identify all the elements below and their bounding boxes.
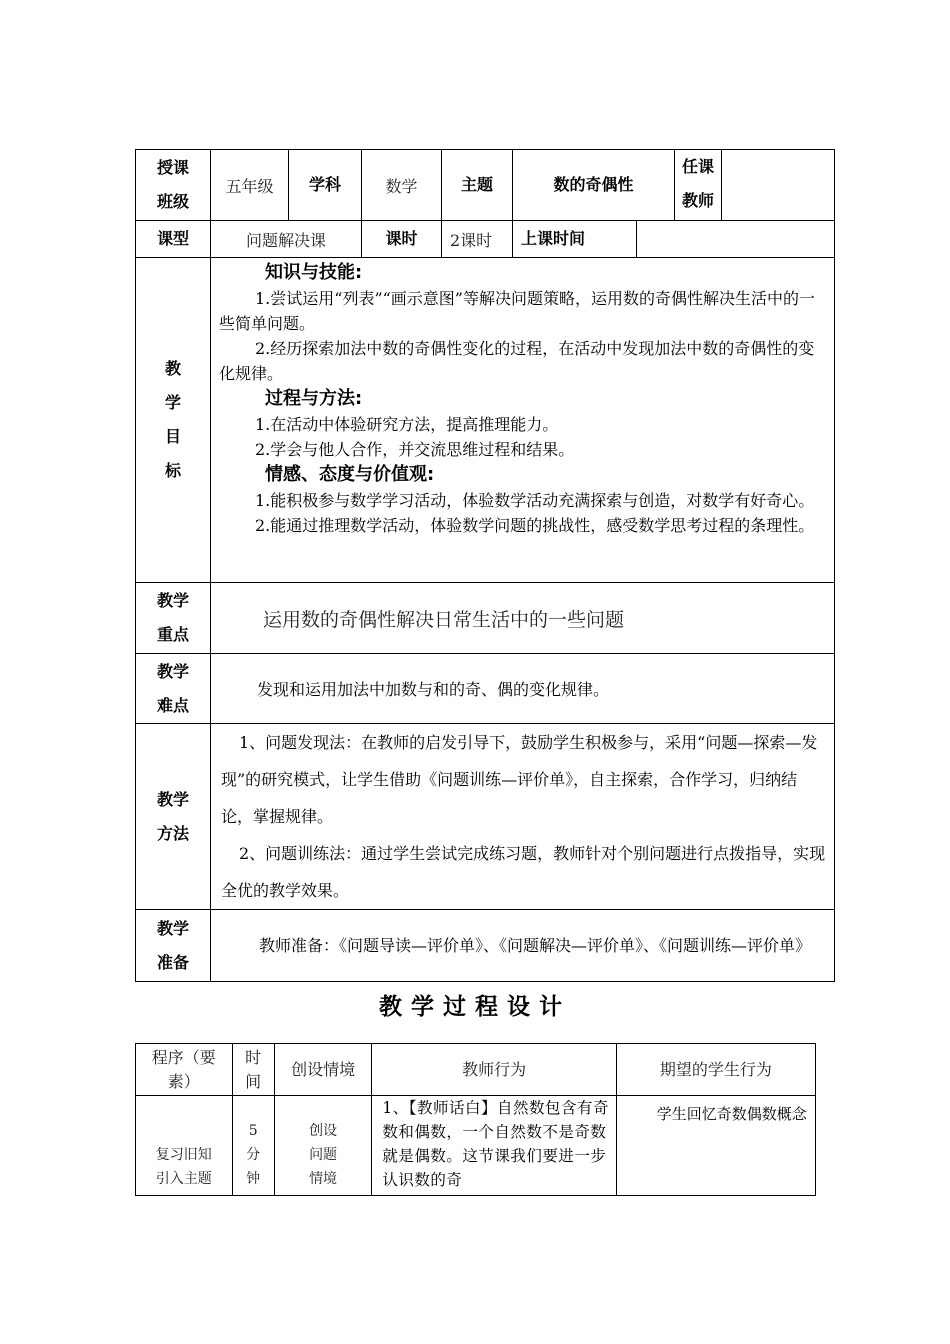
objectives-content [211,258,835,583]
preparation-label: 教学 准备 [136,910,211,982]
subject-value: 数学 [362,150,442,221]
time-label: 上课时间 [513,221,637,258]
objective-item: 2.学会与他人合作，并交流思维过程和结果。 [255,440,575,459]
objective-heading: 过程与方法: [265,388,363,409]
teacher-label: 任课教师 [675,150,722,221]
row-student-action: 学生回忆奇数偶数概念 [616,1096,815,1196]
row-teacher-action: 1、【教师话白】自然数包含有奇数和偶数，一个自然数不是奇数就是偶数。这节课我们要进一步认识数的奇 [372,1096,616,1196]
key-point-label: 教学 重点 [136,583,211,654]
header-student: 期望的学生行为 [616,1044,815,1096]
lesson-type-label: 课型 [136,221,211,258]
objective-item: 2.能通过推理数学活动，体验数学问题的挑战性，感受数学思考过程的条理性。 [255,516,815,535]
row-program: 复习旧知引入主题 [136,1096,233,1196]
objective-heading: 情感、态度与价值观: [265,464,435,485]
class-label: 授课班级 [136,150,211,221]
method-label: 教学 方法 [136,724,211,910]
subject-label: 学科 [289,150,362,221]
difficulty-label: 教学 难点 [136,654,211,724]
header-situation: 创设情境 [274,1044,372,1096]
method-item: 2、问题训练法：通过学生尝试完成练习题，教师针对个别问题进行点拨指导，实现全优的教学效果。 [221,844,826,900]
lesson-info-table [135,149,835,982]
objective-item: 1.在活动中体验研究方法，提高推理能力。 [255,415,559,434]
process-table [135,1043,816,1196]
class-value: 五年级 [211,150,289,221]
objective-item: 2.经历探索加法中数的奇偶性变化的过程，在活动中发现加法中数的奇偶性的变化规律。 [219,339,815,383]
method-content [211,724,835,910]
hours-label: 课时 [362,221,442,258]
objective-heading: 知识与技能: [265,262,363,283]
objective-item: 1.能积极参与数学学习活动，体验数学活动充满探索与创造，对数学有好奇心。 [255,491,815,510]
objective-item: 1.尝试运用“列表”“画示意图”等解决问题策略，运用数的奇偶性解决生活中的一些简单问题。 [219,289,815,333]
header-teacher: 教师行为 [372,1044,616,1096]
topic-label: 主题 [442,150,513,221]
hours-value: 2课时 [442,221,513,258]
header-program: 程序（要素） [136,1044,233,1096]
time-value [637,221,835,258]
lesson-type-value: 问题解决课 [211,221,362,258]
key-point-text: 运用数的奇偶性解决日常生活中的一些问题 [211,583,835,654]
teacher-value [722,150,835,221]
row-situation: 创设问题情境 [274,1096,372,1196]
topic-value: 数的奇偶性 [513,150,675,221]
method-item: 1、问题发现法：在教师的启发引导下，鼓励学生积极参与，采用“问题—探索—发现”的研究模式，让学生借助《问题训练—评价单》，自主探索，合作学习，归纳结论，掌握规律。 [221,733,818,826]
header-time: 时间 [232,1044,274,1096]
preparation-text: 教师准备：《问题导读—评价单》、《问题解决—评价单》、《问题训练—评价单》 [211,910,835,982]
row-time: 5分钟 [232,1096,274,1196]
process-title: 教学过程设计 [379,994,571,1020]
objectives-label: 教 学 目 标 [136,258,211,583]
difficulty-text: 发现和运用加法中加数与和的奇、偶的变化规律。 [211,654,835,724]
